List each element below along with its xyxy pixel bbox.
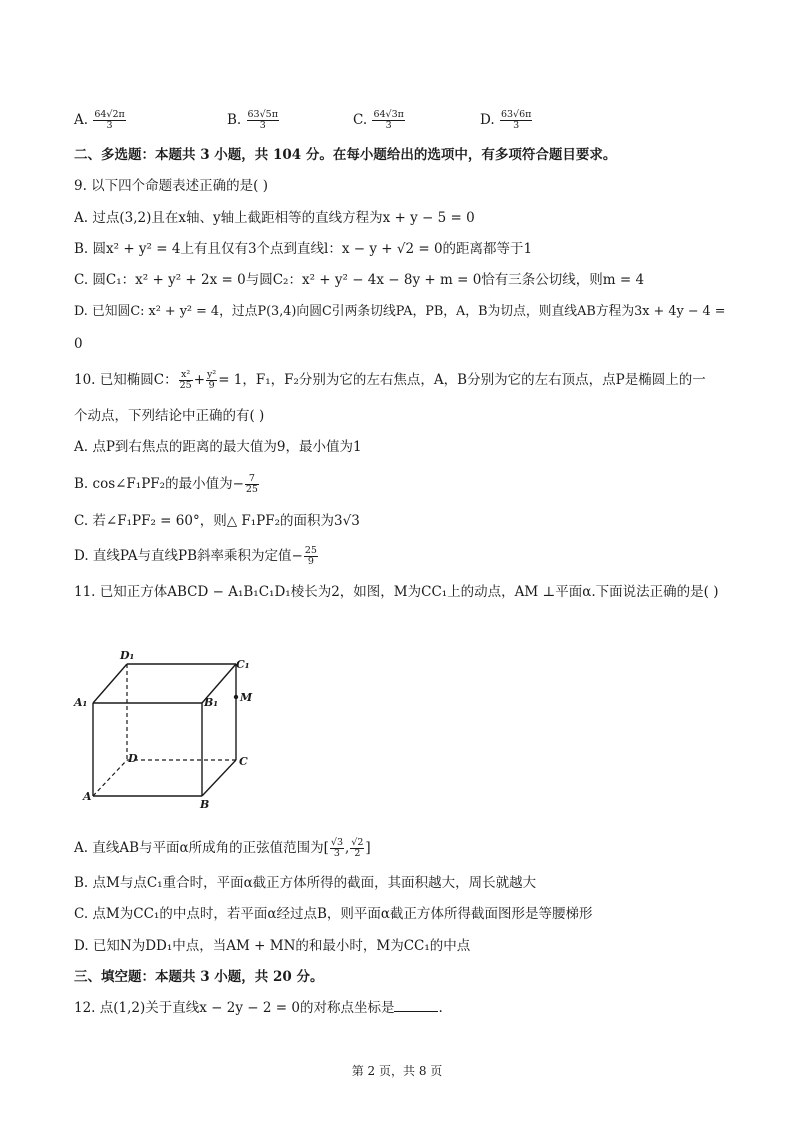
period: .: [438, 1000, 443, 1016]
q10-option-C: C. 若∠F₁PF₂ = 60°，则△ F₁PF₂的面积为3√3: [74, 513, 360, 529]
q11-option-A: [74, 838, 371, 859]
label-M: M: [240, 691, 253, 704]
q9-option-D: D. 已知圆C: x² + y² = 4，过点P(3,4)向圆C引两条切线PA，PB，A，B为切点，则直线AB方程为3x + 4y − 4 =: [74, 304, 726, 319]
label-C: C: [239, 755, 248, 768]
frac-num: √2: [351, 837, 364, 848]
q10-stem-cont: 个动点，下列结论中正确的有( ): [74, 408, 265, 424]
frac-num: √3: [330, 837, 343, 848]
label-A1: A₁: [74, 696, 88, 709]
frac-num: x²: [179, 370, 193, 381]
choice-letter: C.: [353, 112, 368, 128]
plus-sign: +: [193, 372, 205, 388]
choice-D: [480, 110, 533, 131]
q10-option-D-text: D. 直线PA与直线PB斜率乘积为定值−: [74, 548, 303, 564]
q11-option-C: C. 点M为CC₁的中点时，若平面α经过点B，则平面α截正方体所得截面图形是等腰梯形: [74, 906, 593, 922]
bracket-close: ]: [365, 840, 371, 856]
frac-den: 3: [106, 120, 113, 131]
q12-stem: [74, 999, 443, 1017]
frac-num: 64√2π: [94, 109, 125, 120]
frac-den: 2: [354, 848, 361, 859]
q11-stem: 11. 已知正方体ABCD − A₁B₁C₁D₁棱长为2，如图，M为CC₁上的动点，AM ⊥平面α.下面说法正确的是( ): [74, 584, 719, 600]
q11-option-D: D. 已知N为DD₁中点，当AM + MN的和最小时，M为CC₁的中点: [74, 938, 471, 954]
frac-den: 9: [208, 380, 215, 391]
choice-letter: D.: [480, 112, 495, 128]
frac-den: 25: [179, 380, 192, 391]
q10-stem: [74, 370, 706, 391]
frac-den: 3: [513, 120, 520, 131]
frac-num: 63√6π: [500, 109, 532, 120]
frac-num: 64√3π: [373, 109, 404, 120]
section-3-heading: 三、填空题：本题共 3 小题，共 20 分。: [74, 969, 324, 985]
point-M: [234, 695, 238, 699]
edge-BC: [202, 760, 236, 796]
q9-option-D-cont: 0: [74, 336, 83, 352]
q10-stem-post: = 1，F₁，F₂分别为它的左右焦点，A，B分别为它的左右顶点，点P是椭圆上的一: [218, 372, 706, 388]
label-A: A: [83, 790, 92, 803]
q9-stem: 9. 以下四个命题表述正确的是( ): [74, 178, 268, 194]
q10-option-A: A. 点P到右焦点的距离的最大值为9，最小值为1: [74, 439, 362, 455]
label-C1: C₁: [236, 658, 250, 671]
label-B: B: [200, 798, 210, 811]
choice-B: [227, 110, 280, 131]
edge-A1D1: [93, 664, 127, 703]
q12-stem-text: 12. 点(1,2)关于直线x − 2y − 2 = 0的对称点坐标是: [74, 1000, 395, 1016]
q11-option-A-text: A. 直线AB与平面α所成角的正弦值范围为[: [74, 840, 329, 856]
q9-option-C: C. 圆C₁：x² + y² + 2x = 0与圆C₂：x² + y² − 4x − 8y + m = 0恰有三条公切线，则m = 4: [74, 272, 645, 288]
answer-blank[interactable]: [394, 999, 438, 1012]
choice-A: [74, 110, 127, 131]
q11-option-B: B. 点M与点C₁重合时，平面α截正方体所得的截面，其面积越大，周长就越大: [74, 875, 537, 891]
q9-option-A: A. 过点(3,2)且在x轴、y轴上截距相等的直线方程为x + y − 5 = 0: [74, 210, 475, 226]
q10-stem-pre: 10. 已知椭圆C：: [74, 372, 178, 388]
frac-num: y²: [207, 369, 217, 380]
frac-num: 63√5π: [247, 109, 278, 120]
frac-den: 3: [333, 848, 340, 859]
label-D1: D₁: [120, 649, 135, 662]
choice-C: [353, 110, 406, 131]
choice-letter: B.: [227, 112, 242, 128]
comma: ,: [345, 840, 350, 856]
frac-den: 3: [385, 120, 392, 131]
frac-den: 25: [245, 484, 258, 495]
label-B1: B₁: [204, 696, 219, 709]
page-footer: 第 2 页，共 8 页: [351, 1064, 443, 1078]
label-D: D: [128, 752, 138, 765]
section-2-heading: 二、多选题：本题共 3 小题，共 104 分。在每小题给出的选项中，有多项符合题目要求。: [74, 147, 617, 163]
choice-letter: A.: [74, 112, 89, 128]
q10-option-B-text: B. cos∠F₁PF₂的最小值为−: [74, 476, 244, 492]
q10-option-B: [74, 474, 260, 495]
q10-option-D: [74, 546, 319, 567]
edge-AD-hidden: [93, 760, 127, 796]
frac-num: 25: [304, 545, 317, 556]
frac-num: 7: [245, 474, 259, 485]
frac-den: 3: [259, 120, 266, 131]
frac-den: 9: [307, 556, 314, 567]
q9-option-B: B. 圆x² + y² = 4上有且仅有3个点到直线l：x − y + √2 = 0的距离都等于1: [74, 241, 533, 257]
cube-figure: [70, 640, 270, 815]
